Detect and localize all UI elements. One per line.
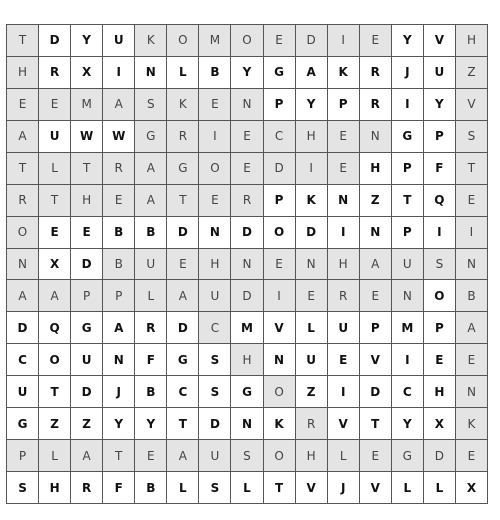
grid-cell[interactable]: V xyxy=(328,408,360,440)
grid-cell[interactable]: A xyxy=(456,312,488,344)
grid-cell[interactable]: X xyxy=(71,57,103,89)
grid-cell[interactable]: U xyxy=(71,344,103,376)
grid-cell[interactable]: V xyxy=(296,472,328,504)
grid-cell[interactable]: E xyxy=(199,185,231,217)
grid-cell[interactable]: Q xyxy=(424,185,456,217)
grid-cell[interactable]: N xyxy=(392,280,424,312)
grid-cell[interactable]: K xyxy=(264,408,296,440)
grid-cell[interactable]: A xyxy=(7,280,39,312)
grid-cell[interactable]: I xyxy=(328,217,360,249)
grid-cell[interactable]: T xyxy=(103,440,135,472)
grid-cell[interactable]: H xyxy=(456,25,488,57)
grid-cell[interactable]: H xyxy=(39,472,71,504)
grid-cell[interactable]: L xyxy=(296,312,328,344)
grid-cell[interactable]: U xyxy=(392,249,424,281)
grid-cell[interactable]: B xyxy=(456,280,488,312)
grid-cell[interactable]: W xyxy=(71,121,103,153)
grid-cell[interactable]: U xyxy=(199,280,231,312)
grid-cell[interactable]: J xyxy=(103,376,135,408)
grid-cell[interactable]: H xyxy=(296,440,328,472)
grid-cell[interactable]: O xyxy=(39,344,71,376)
grid-cell[interactable]: N xyxy=(456,249,488,281)
grid-cell[interactable]: E xyxy=(264,249,296,281)
grid-cell[interactable]: B xyxy=(199,57,231,89)
grid-cell[interactable]: J xyxy=(392,57,424,89)
grid-cell[interactable]: L xyxy=(167,472,199,504)
grid-cell[interactable]: P xyxy=(360,312,392,344)
grid-cell[interactable]: P xyxy=(103,280,135,312)
grid-cell[interactable]: N xyxy=(231,249,263,281)
grid-cell[interactable]: E xyxy=(360,280,392,312)
grid-cell[interactable]: R xyxy=(231,185,263,217)
grid-cell[interactable]: M xyxy=(392,312,424,344)
grid-cell[interactable]: Y xyxy=(135,408,167,440)
grid-cell[interactable]: T xyxy=(360,408,392,440)
grid-cell[interactable]: S xyxy=(199,344,231,376)
grid-cell[interactable]: D xyxy=(71,249,103,281)
grid-cell[interactable]: S xyxy=(135,89,167,121)
grid-cell[interactable]: E xyxy=(328,153,360,185)
grid-cell[interactable]: Y xyxy=(424,89,456,121)
grid-cell[interactable]: Y xyxy=(231,57,263,89)
grid-cell[interactable]: E xyxy=(135,440,167,472)
grid-cell[interactable]: V xyxy=(424,25,456,57)
grid-cell[interactable]: G xyxy=(135,121,167,153)
grid-cell[interactable]: E xyxy=(7,89,39,121)
grid-cell[interactable]: P xyxy=(424,121,456,153)
grid-cell[interactable]: K xyxy=(328,57,360,89)
grid-cell[interactable]: O xyxy=(7,217,39,249)
grid-cell[interactable]: T xyxy=(39,376,71,408)
grid-cell[interactable]: B xyxy=(135,217,167,249)
grid-cell[interactable]: E xyxy=(328,121,360,153)
grid-cell[interactable]: G xyxy=(167,153,199,185)
grid-cell[interactable]: R xyxy=(71,472,103,504)
grid-cell[interactable]: R xyxy=(39,57,71,89)
grid-cell[interactable]: G xyxy=(392,440,424,472)
grid-cell[interactable]: E xyxy=(71,217,103,249)
grid-cell[interactable]: I xyxy=(296,153,328,185)
grid-cell[interactable]: T xyxy=(167,408,199,440)
grid-cell[interactable]: E xyxy=(360,440,392,472)
grid-cell[interactable]: M xyxy=(71,89,103,121)
grid-cell[interactable]: U xyxy=(424,57,456,89)
grid-cell[interactable]: A xyxy=(135,153,167,185)
grid-cell[interactable]: N xyxy=(360,121,392,153)
grid-cell[interactable]: S xyxy=(231,440,263,472)
grid-cell[interactable]: N xyxy=(135,57,167,89)
word-search-grid xyxy=(6,24,488,504)
grid-cell[interactable]: E xyxy=(231,153,263,185)
grid-cell[interactable]: D xyxy=(7,312,39,344)
grid-cell[interactable]: Z xyxy=(39,408,71,440)
grid-cell[interactable]: E xyxy=(39,89,71,121)
grid-cell[interactable]: J xyxy=(328,472,360,504)
grid-cell[interactable]: A xyxy=(135,185,167,217)
grid-cell[interactable]: O xyxy=(264,440,296,472)
grid-cell[interactable]: S xyxy=(424,249,456,281)
grid-cell[interactable]: S xyxy=(199,376,231,408)
grid-cell[interactable]: H xyxy=(328,249,360,281)
grid-cell[interactable]: O xyxy=(264,217,296,249)
grid-cell[interactable]: T xyxy=(167,185,199,217)
grid-cell[interactable]: D xyxy=(424,440,456,472)
grid-cell[interactable]: L xyxy=(39,153,71,185)
grid-cell[interactable]: E xyxy=(39,217,71,249)
grid-cell[interactable]: N xyxy=(199,217,231,249)
grid-cell[interactable]: D xyxy=(167,217,199,249)
grid-cell[interactable]: L xyxy=(328,440,360,472)
grid-cell[interactable]: U xyxy=(135,249,167,281)
grid-cell[interactable]: E xyxy=(199,89,231,121)
grid-cell[interactable]: R xyxy=(7,185,39,217)
grid-cell[interactable]: O xyxy=(264,376,296,408)
grid-cell[interactable]: E xyxy=(167,249,199,281)
grid-cell[interactable]: P xyxy=(392,153,424,185)
grid-cell[interactable]: T xyxy=(7,153,39,185)
grid-cell[interactable]: K xyxy=(167,89,199,121)
grid-cell[interactable]: N xyxy=(7,249,39,281)
grid-cell[interactable]: Z xyxy=(456,57,488,89)
grid-cell[interactable]: W xyxy=(103,121,135,153)
grid-cell[interactable]: C xyxy=(264,121,296,153)
grid-cell[interactable]: D xyxy=(296,25,328,57)
grid-cell[interactable]: R xyxy=(167,121,199,153)
grid-cell[interactable]: D xyxy=(231,217,263,249)
grid-cell[interactable]: A xyxy=(103,312,135,344)
grid-cell[interactable]: G xyxy=(7,408,39,440)
grid-cell[interactable]: E xyxy=(328,344,360,376)
grid-cell[interactable]: G xyxy=(71,312,103,344)
grid-cell[interactable]: Y xyxy=(296,89,328,121)
grid-cell[interactable]: U xyxy=(39,121,71,153)
grid-cell[interactable]: S xyxy=(7,472,39,504)
grid-cell[interactable]: A xyxy=(39,280,71,312)
grid-cell[interactable]: Y xyxy=(103,408,135,440)
grid-cell[interactable]: I xyxy=(264,280,296,312)
grid-cell[interactable]: B xyxy=(103,217,135,249)
grid-cell[interactable]: S xyxy=(199,472,231,504)
grid-cell[interactable]: Y xyxy=(392,25,424,57)
grid-cell[interactable]: A xyxy=(296,57,328,89)
grid-cell[interactable]: H xyxy=(424,376,456,408)
grid-cell[interactable]: N xyxy=(328,185,360,217)
grid-cell[interactable]: G xyxy=(231,376,263,408)
grid-cell[interactable]: P xyxy=(392,217,424,249)
grid-cell[interactable]: D xyxy=(360,376,392,408)
grid-cell[interactable]: L xyxy=(392,472,424,504)
grid-cell[interactable]: C xyxy=(7,344,39,376)
grid-cell[interactable]: N xyxy=(360,217,392,249)
grid-cell[interactable]: P xyxy=(71,280,103,312)
grid-cell[interactable]: V xyxy=(360,344,392,376)
grid-cell[interactable]: H xyxy=(296,121,328,153)
grid-cell[interactable]: K xyxy=(296,185,328,217)
grid-cell[interactable]: Y xyxy=(71,25,103,57)
grid-cell[interactable]: H xyxy=(199,249,231,281)
grid-cell[interactable]: I xyxy=(199,121,231,153)
grid-cell[interactable]: H xyxy=(71,185,103,217)
grid-cell[interactable]: E xyxy=(296,280,328,312)
grid-cell[interactable]: R xyxy=(360,89,392,121)
grid-cell[interactable]: A xyxy=(71,440,103,472)
grid-cell[interactable]: D xyxy=(231,280,263,312)
grid-cell[interactable]: B xyxy=(135,376,167,408)
grid-cell[interactable]: L xyxy=(167,57,199,89)
grid-cell[interactable]: B xyxy=(135,472,167,504)
grid-cell[interactable]: I xyxy=(328,25,360,57)
grid-cell[interactable]: K xyxy=(135,25,167,57)
grid-cell[interactable]: X xyxy=(456,472,488,504)
grid-cell[interactable]: U xyxy=(103,25,135,57)
grid-cell[interactable]: R xyxy=(360,57,392,89)
grid-cell[interactable]: H xyxy=(7,57,39,89)
grid-cell[interactable]: L xyxy=(424,472,456,504)
grid-cell[interactable]: M xyxy=(231,312,263,344)
grid-cell[interactable]: Q xyxy=(39,312,71,344)
grid-cell[interactable]: M xyxy=(199,25,231,57)
grid-cell[interactable]: A xyxy=(167,440,199,472)
grid-cell[interactable]: U xyxy=(7,376,39,408)
grid-cell[interactable]: F xyxy=(135,344,167,376)
grid-cell[interactable]: T xyxy=(264,472,296,504)
grid-cell[interactable]: O xyxy=(199,153,231,185)
grid-cell[interactable]: R xyxy=(328,280,360,312)
grid-cell[interactable]: A xyxy=(167,280,199,312)
grid-cell[interactable]: L xyxy=(135,280,167,312)
grid-cell[interactable]: D xyxy=(71,376,103,408)
grid-cell[interactable]: S xyxy=(456,121,488,153)
grid-cell[interactable]: N xyxy=(296,249,328,281)
grid-cell[interactable]: A xyxy=(103,89,135,121)
grid-cell[interactable]: I xyxy=(392,344,424,376)
grid-cell[interactable]: O xyxy=(167,25,199,57)
grid-cell[interactable]: R xyxy=(103,153,135,185)
grid-cell[interactable]: A xyxy=(7,121,39,153)
grid-cell[interactable]: U xyxy=(296,344,328,376)
grid-cell[interactable]: K xyxy=(456,408,488,440)
grid-cell[interactable]: P xyxy=(424,312,456,344)
grid-cell[interactable]: T xyxy=(392,185,424,217)
grid-cell[interactable]: P xyxy=(264,185,296,217)
grid-cell[interactable]: N xyxy=(103,344,135,376)
grid-cell[interactable]: F xyxy=(103,472,135,504)
grid-cell[interactable]: Y xyxy=(392,408,424,440)
grid-cell[interactable]: F xyxy=(424,153,456,185)
grid-cell[interactable]: E xyxy=(456,344,488,376)
grid-cell[interactable]: R xyxy=(135,312,167,344)
grid-cell[interactable]: O xyxy=(424,280,456,312)
grid-cell[interactable]: N xyxy=(456,376,488,408)
grid-cell[interactable]: B xyxy=(103,249,135,281)
grid-cell[interactable]: O xyxy=(231,25,263,57)
grid-cell[interactable]: H xyxy=(231,344,263,376)
grid-cell[interactable]: Z xyxy=(71,408,103,440)
grid-cell[interactable]: A xyxy=(360,249,392,281)
grid-cell[interactable]: C xyxy=(167,376,199,408)
grid-cell[interactable]: L xyxy=(231,472,263,504)
grid-cell[interactable]: T xyxy=(71,153,103,185)
grid-cell[interactable]: R xyxy=(296,408,328,440)
grid-cell[interactable]: U xyxy=(199,440,231,472)
grid-cell[interactable]: E xyxy=(360,25,392,57)
grid-cell[interactable]: P xyxy=(7,440,39,472)
grid-cell[interactable]: V xyxy=(360,472,392,504)
grid-cell[interactable]: D xyxy=(296,217,328,249)
grid-cell[interactable]: N xyxy=(231,408,263,440)
grid-cell[interactable]: E xyxy=(456,185,488,217)
grid-cell[interactable]: E xyxy=(424,344,456,376)
grid-cell[interactable]: I xyxy=(103,57,135,89)
grid-cell[interactable]: T xyxy=(7,25,39,57)
grid-cell[interactable]: V xyxy=(456,89,488,121)
grid-cell[interactable]: U xyxy=(328,312,360,344)
grid-cell[interactable]: Z xyxy=(296,376,328,408)
grid-cell[interactable]: H xyxy=(360,153,392,185)
grid-cell[interactable]: G xyxy=(392,121,424,153)
grid-cell[interactable]: L xyxy=(39,440,71,472)
grid-cell[interactable]: P xyxy=(328,89,360,121)
grid-cell[interactable]: X xyxy=(424,408,456,440)
grid-cell[interactable]: D xyxy=(167,312,199,344)
grid-cell[interactable]: P xyxy=(264,89,296,121)
grid-cell[interactable]: C xyxy=(392,376,424,408)
grid-cell[interactable]: Z xyxy=(360,185,392,217)
grid-cell[interactable]: I xyxy=(392,89,424,121)
grid-cell[interactable]: I xyxy=(424,217,456,249)
grid-cell[interactable]: I xyxy=(328,376,360,408)
grid-cell[interactable]: E xyxy=(456,440,488,472)
grid-cell[interactable]: T xyxy=(456,153,488,185)
grid-cell[interactable]: G xyxy=(264,57,296,89)
grid-cell[interactable]: N xyxy=(264,344,296,376)
grid-cell[interactable]: D xyxy=(199,408,231,440)
grid-cell[interactable]: N xyxy=(231,89,263,121)
grid-cell[interactable]: I xyxy=(456,217,488,249)
grid-cell[interactable]: X xyxy=(39,249,71,281)
grid-cell[interactable]: E xyxy=(231,121,263,153)
grid-cell[interactable]: D xyxy=(39,25,71,57)
grid-cell[interactable]: G xyxy=(167,344,199,376)
grid-cell[interactable]: C xyxy=(199,312,231,344)
grid-cell[interactable]: T xyxy=(39,185,71,217)
grid-cell[interactable]: E xyxy=(103,185,135,217)
grid-cell[interactable]: V xyxy=(264,312,296,344)
grid-cell[interactable]: E xyxy=(264,25,296,57)
grid-cell[interactable]: D xyxy=(264,153,296,185)
